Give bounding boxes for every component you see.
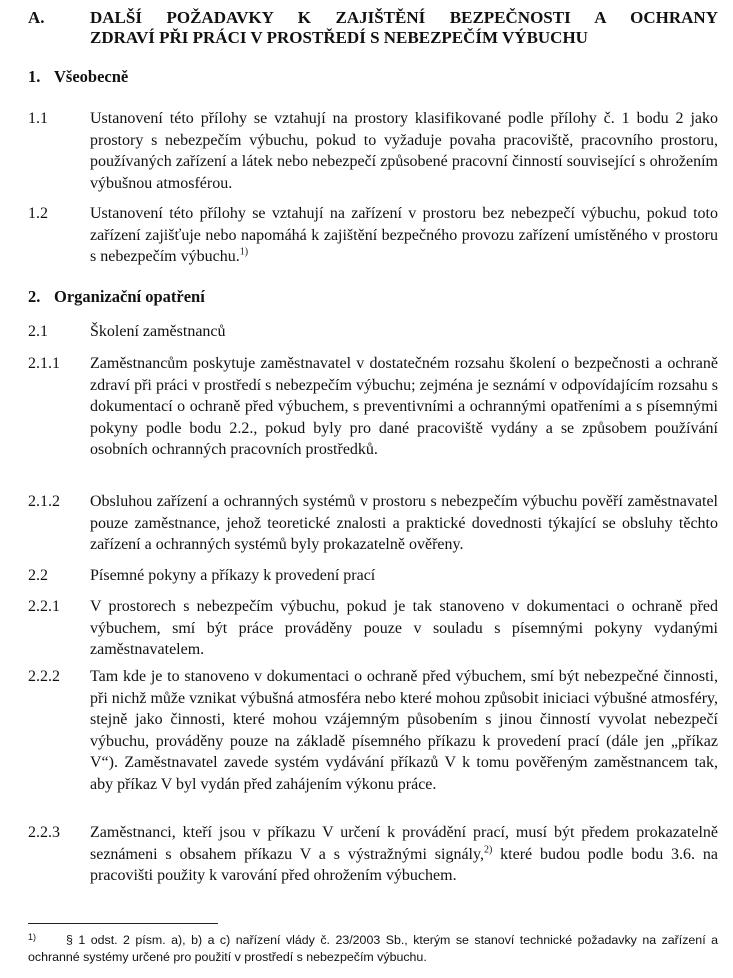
paragraph-text: Školení zaměstnanců bbox=[90, 323, 226, 340]
heading-title-line-2: ZDRAVÍ PŘI PRÁCI V PROSTŘEDÍ S NEBEZPEČÍM VÝBUCHU bbox=[90, 28, 588, 47]
paragraph-number: 2.1.2 bbox=[28, 493, 60, 510]
paragraph-text: Zaměstnancům poskytuje zaměstnavatel v dostatečném rozsahu školení o bezpečnosti a ochraně zdraví při práci v prostředí s nebezpečím výbuchu; zejména je seznámí v odpovídajícím rozsahu s dokumentací o ochraně před výbuchem, s preventivními a ochrannými opatřeními a s písemnými pokyny podle bodu 2.2., pokud byly pro dané pracoviště vydány a se způsobem používání osobních ochranných pracovních prostředků. bbox=[90, 355, 718, 459]
section-heading-2 bbox=[28, 287, 205, 307]
section-title: Všeobecně bbox=[54, 67, 129, 86]
paragraph-text: Ustanovení této přílohy se vztahují na prostory klasifikované podle přílohy č. 1 bodu 2 jako prostory s nebezpečím výbuchu, pokud to vyžaduje povaha pracoviště, pracovního prostoru, používaných zařízení a látek nebo nebezpečí způsobené pracovní činností související s ohrožením výbušnou atmosférou. bbox=[90, 110, 718, 192]
heading-title bbox=[90, 8, 718, 48]
paragraph-text-main: Ustanovení této přílohy se vztahují na zařízení v prostoru bez nebezpečí výbuchu, pokud toto zařízení zajišťuje nebo napomáhá k zajištění bezpečného provozu zařízení umístěného v prostoru s nebezpečím výbuchu. bbox=[90, 205, 718, 266]
paragraph-number: 1.2 bbox=[28, 205, 48, 222]
footnote-reference: 1) bbox=[239, 246, 249, 258]
footnote-separator bbox=[28, 923, 218, 924]
footnote-number: 1) bbox=[28, 932, 37, 942]
paragraph-number: 2.1.1 bbox=[28, 355, 60, 372]
paragraph-text bbox=[90, 822, 718, 887]
paragraph-text bbox=[90, 203, 718, 268]
paragraph-text: Tam kde je to stanoveno v dokumentaci o ochraně před výbuchem, smí být nebezpečné činnosti, při nichž může vznikat výbušná atmosféra nebo které mohou způsobit iniciaci výbušné atmosféry, stejně jako činnosti, které mohou vzájemným působením s jinou činností vyvolat nebezpečí výbuchu, prováděny pouze na základě písemného příkazu k provedení prací (dále jen „příkaz V“). Zaměstnavatel zavede systém vydávání příkazů V k tomu pověřeným zaměstnancem tak, aby příkaz V byl vydán před zahájením výkonu práce. bbox=[90, 668, 718, 793]
footnote-reference: 2) bbox=[483, 844, 493, 856]
paragraph-number: 1.1 bbox=[28, 110, 48, 127]
paragraph-number: 2.2.3 bbox=[28, 824, 60, 841]
section-number: 2. bbox=[28, 287, 41, 306]
paragraph-text-main: Zaměstnanci, kteří jsou v příkazu V určení k provádění prací, musí být předem prokazatelně seznámeni s obsahem příkazu V a s výstražnými signály, bbox=[90, 824, 718, 863]
paragraph-number: 2.2.2 bbox=[28, 668, 60, 685]
paragraph-text: Písemné pokyny a příkazy k provedení prací bbox=[90, 567, 376, 584]
paragraph-number: 2.2 bbox=[28, 567, 48, 584]
section-number: 1. bbox=[28, 67, 41, 86]
footnote-text: § 1 odst. 2 písm. a), b) a c) nařízení vlády č. 23/2003 Sb., kterým se stanoví technické požadavky na zařízení a ochranné systémy určené pro použití v prostředí s nebezpečím výbuchu. bbox=[28, 933, 718, 964]
heading-label: A. bbox=[28, 8, 45, 27]
paragraph-text: Obsluhou zařízení a ochranných systémů v prostoru s nebezpečím výbuchu pověří zaměstnavatel pouze zaměstnance, jehož teoretické znalosti a praktické dovednosti týkající se obsluhy těchto zařízení a ochranných systémů byly prokazatelně ověřeny. bbox=[90, 493, 718, 554]
paragraph-number: 2.1 bbox=[28, 323, 48, 340]
heading-title-line-1: DALŠÍ POŽADAVKY K ZAJIŠTĚNÍ BEZPEČNOSTI A OCHRANY bbox=[90, 8, 718, 27]
section-heading-1 bbox=[28, 67, 128, 87]
section-title: Organizační opatření bbox=[54, 287, 205, 306]
paragraph-text: V prostorech s nebezpečím výbuchu, pokud je tak stanoveno v dokumentaci o ochraně před výbuchem, smí být práce prováděny pouze v souladu s písemnými pokyny vydanými zaměstnavatelem. bbox=[90, 598, 718, 659]
paragraph-number: 2.2.1 bbox=[28, 598, 60, 615]
paragraph-text-continued: které budou podle bodu 3.6. na pracovišti použity k varování před ohrožením výbuchem. bbox=[90, 845, 718, 885]
